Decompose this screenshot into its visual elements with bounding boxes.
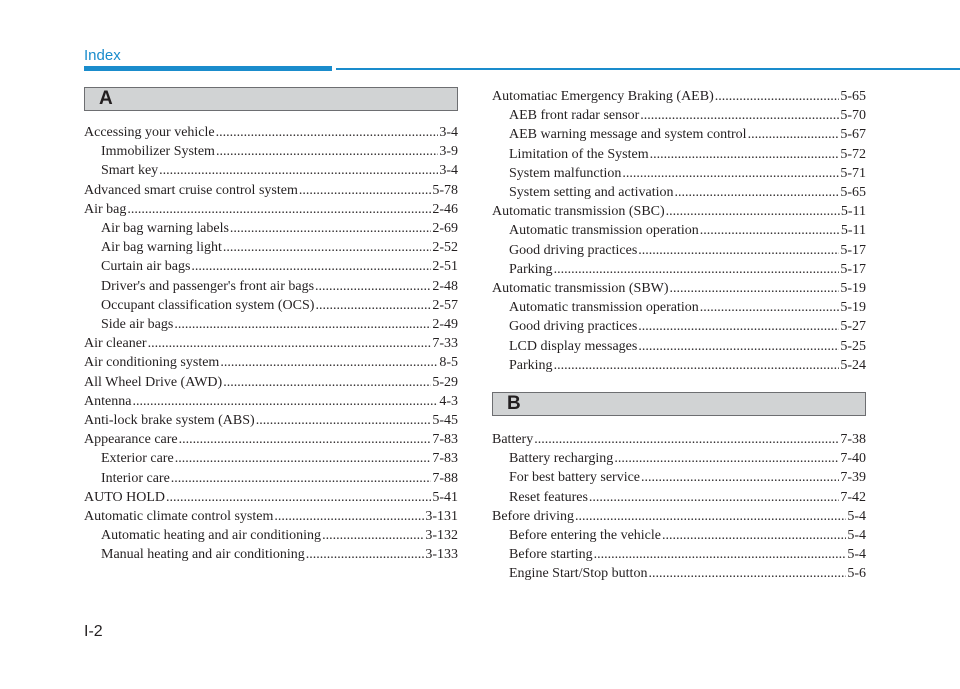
index-subentry: Side air bags ..... 2-49 bbox=[84, 315, 458, 334]
index-subentry: Curtain air bags ..... 2-51 bbox=[84, 257, 458, 276]
index-subentry: Engine Start/Stop button ..... 5-6 bbox=[492, 564, 866, 583]
index-subentry: Automatic transmission operation ..... 5-19 bbox=[492, 298, 866, 317]
header-rule-thick bbox=[84, 66, 332, 71]
index-subentry: Automatic transmission operation ..... 5-11 bbox=[492, 221, 866, 240]
index-subentry: Air bag warning light ..... 2-52 bbox=[84, 238, 458, 257]
letter-heading-b: B bbox=[492, 392, 866, 416]
index-subentry: Immobilizer System ..... 3-9 bbox=[84, 142, 458, 161]
index-subentry: Occupant classification system (OCS) ..... 2-57 bbox=[84, 296, 458, 315]
page-number: I-2 bbox=[84, 623, 103, 640]
index-entry: All Wheel Drive (AWD) ..... 5-29 bbox=[84, 373, 458, 392]
index-subentry: Limitation of the System ..... 5-72 bbox=[492, 145, 866, 164]
letter-heading-a: A bbox=[84, 87, 458, 111]
index-entry: Appearance care ..... 7-83 bbox=[84, 430, 458, 449]
index-subentry: Good driving practices ..... 5-27 bbox=[492, 317, 866, 336]
section-title: Index bbox=[84, 47, 121, 64]
index-subentry: Before starting ..... 5-4 bbox=[492, 545, 866, 564]
index-subentry: Battery recharging ..... 7-40 bbox=[492, 449, 866, 468]
index-entry: Automatic transmission (SBW) ..... 5-19 bbox=[492, 279, 866, 298]
header-rule-thin bbox=[336, 68, 960, 70]
index-subentry: Parking ..... 5-17 bbox=[492, 260, 866, 279]
index-entry: Battery ..... 7-38 bbox=[492, 430, 866, 449]
index-subentry: Interior care ..... 7-88 bbox=[84, 469, 458, 488]
index-subentry: System setting and activation ..... 5-65 bbox=[492, 183, 866, 202]
index-column-left bbox=[84, 87, 458, 565]
index-subentry: AEB front radar sensor ..... 5-70 bbox=[492, 106, 866, 125]
index-entry: Air conditioning system ..... 8-5 bbox=[84, 353, 458, 372]
index-entry: Before driving ..... 5-4 bbox=[492, 507, 866, 526]
index-subentry: AEB warning message and system control ..... 5-67 bbox=[492, 125, 866, 144]
index-entry: AUTO HOLD ..... 5-41 bbox=[84, 488, 458, 507]
index-subentry: Driver's and passenger's front air bags ..... 2-48 bbox=[84, 277, 458, 296]
index-subentry: Smart key ..... 3-4 bbox=[84, 161, 458, 180]
index-entry: Automatiac Emergency Braking (AEB) ..... 5-65 bbox=[492, 87, 866, 106]
index-entry: Air cleaner ..... 7-33 bbox=[84, 334, 458, 353]
index-entry: Accessing your vehicle ..... 3-4 bbox=[84, 123, 458, 142]
index-subentry: LCD display messages ..... 5-25 bbox=[492, 337, 866, 356]
index-subentry: Reset features ..... 7-42 bbox=[492, 488, 866, 507]
index-subentry: System malfunction ..... 5-71 bbox=[492, 164, 866, 183]
index-subentry: Exterior care ..... 7-83 bbox=[84, 449, 458, 468]
index-column-right bbox=[492, 87, 866, 584]
index-entry: Automatic transmission (SBC) ..... 5-11 bbox=[492, 202, 866, 221]
index-entry: Advanced smart cruise control system ..... 5-78 bbox=[84, 181, 458, 200]
index-subentry: Good driving practices ..... 5-17 bbox=[492, 241, 866, 260]
index-subentry: Air bag warning labels ..... 2-69 bbox=[84, 219, 458, 238]
index-entry: Air bag ..... 2-46 bbox=[84, 200, 458, 219]
index-subentry: Parking ..... 5-24 bbox=[492, 356, 866, 375]
index-subentry: Manual heating and air conditioning ..... 3-133 bbox=[84, 545, 458, 564]
index-entry: Anti-lock brake system (ABS) ..... 5-45 bbox=[84, 411, 458, 430]
spacer bbox=[492, 375, 866, 392]
index-subentry: Automatic heating and air conditioning ..... 3-132 bbox=[84, 526, 458, 545]
index-subentry: For best battery service ..... 7-39 bbox=[492, 468, 866, 487]
index-entry: Antenna ..... 4-3 bbox=[84, 392, 458, 411]
index-subentry: Before entering the vehicle ..... 5-4 bbox=[492, 526, 866, 545]
index-entry: Automatic climate control system ..... 3-131 bbox=[84, 507, 458, 526]
